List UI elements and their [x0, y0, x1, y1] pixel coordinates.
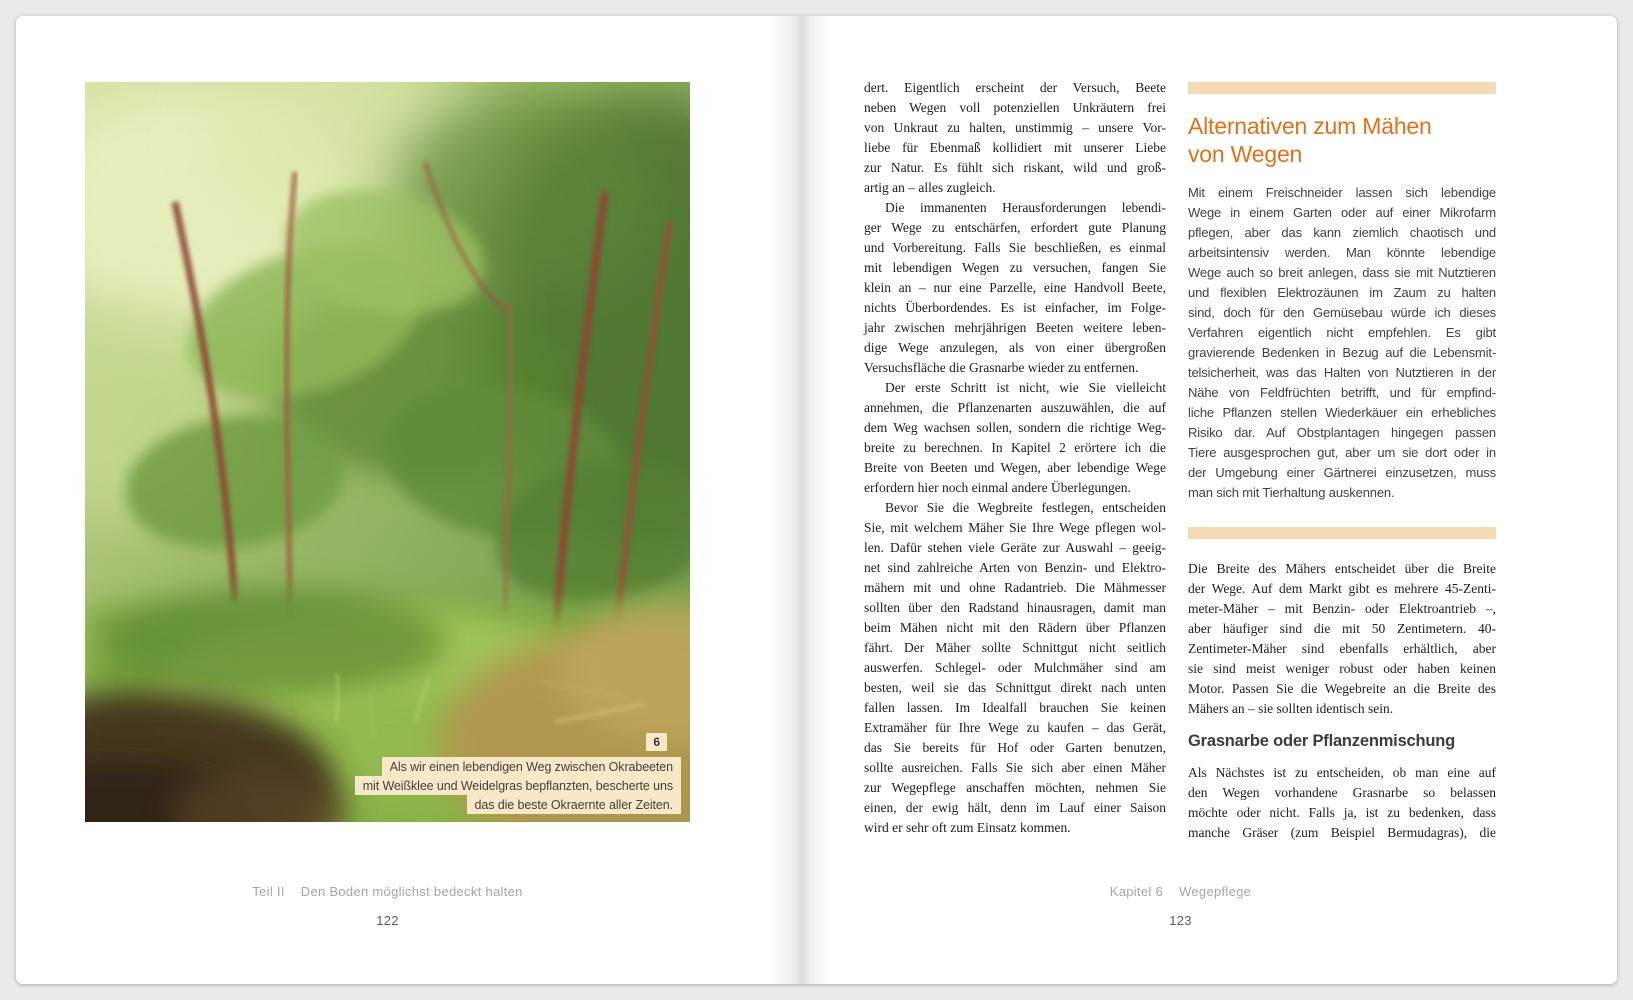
paragraph [1188, 559, 1496, 719]
text-line: sind, doch für den Gemüsebau würde ich dieses [1188, 305, 1496, 320]
text-line: dert. Eigentlich erscheint der Versuch, Beete [864, 80, 1166, 95]
text-line: zur Natur. Es fühlt sich riskant, wild und groß- [864, 160, 1166, 175]
text-line: nichts Überbordendes. Es ist einfacher, im Folge- [864, 300, 1166, 315]
part-label: Teil II [252, 884, 285, 899]
text-line: breite zu berechnen. In Kapitel 2 erörtere ich die [864, 440, 1166, 455]
paragraph [864, 498, 1166, 838]
text-line: Nähe von Feldfrüchten betrifft, und für empfind- [1188, 385, 1496, 400]
book-spread [16, 16, 1617, 984]
text-line: Wege auch so breit anlegen, dass sie mit Nutztieren [1188, 265, 1496, 280]
text-line: sie sind meist weniger robust oder haben keinen [1188, 661, 1496, 676]
closing-paragraph [1188, 763, 1496, 843]
left-page-footer [85, 884, 690, 899]
okra-path-photo [85, 82, 690, 822]
text-line: neben Wegen voll potenziellen Unkräutern frei [864, 100, 1166, 115]
text-line: beim Mähen nicht mit den Rädern über Pflanzen [864, 620, 1166, 635]
text-line: Motor. Passen Sie die Wegebreite an die Breite des [1188, 681, 1496, 696]
caption-line-3: das die beste Okraernte aller Zeiten. [467, 795, 682, 814]
mower-width-paragraph [1188, 559, 1496, 719]
text-line: besten, weil sie das Schnittgut direkt nach unten [864, 680, 1166, 695]
text-line: sollte ausreichen. Falls Sie sich aber einen Mäher [864, 760, 1166, 775]
text-line: ger Wege zu entschärfen, erfordert gute Planung [864, 220, 1166, 235]
text-line: Risiko dar. Auf Obstplantagen hingegen passen [1188, 425, 1496, 440]
text-line: Versuchsfläche die Grasnarbe wieder zu entfernen. [864, 360, 1139, 375]
chapter-title: Wegepflege [1179, 884, 1252, 899]
text-line: einen, der ewig hält, denn im Lauf einer Saison [864, 800, 1166, 815]
text-line: Zentimeter-Mäher sind ebenfalls erhältlich, aber [1188, 641, 1496, 656]
subsection-heading: Grasnarbe oder Pflanzenmischung [1188, 732, 1456, 750]
text-line: artig an – alles zugleich. [864, 180, 996, 195]
text-line: len. Dafür stehen viele Geräte zur Auswahl – geeig- [864, 540, 1166, 555]
text-line: Breite von Beeten und Wegen, aber lebendige Wege [864, 460, 1166, 475]
left-page-number: 122 [376, 913, 399, 928]
text-column-left [864, 78, 1166, 838]
text-line: mit lebendigen Wegen zu versuchen, fangen Sie [864, 260, 1166, 275]
text-line: der Wege. Auf dem Markt gibt es mehrere 45-Zenti- [1188, 581, 1496, 596]
right-page-footer [864, 884, 1497, 899]
intro-paragraph [1188, 183, 1496, 503]
section-heading-line-1: Alternativen zum Mähen [1188, 113, 1432, 139]
figure-number-badge: 6 [646, 733, 667, 751]
text-line: Bevor Sie die Wegbreite festlegen, entscheiden [885, 500, 1166, 515]
section-heading [1188, 112, 1496, 168]
paragraph [1188, 183, 1496, 503]
text-line: jahr zwischen mehrjährigen Beeten weitere leben- [864, 320, 1166, 335]
text-line: arbeitsintensiv werden. Man könnte lebendige [1188, 245, 1496, 260]
paragraph [864, 378, 1166, 498]
page-gutter-shadow [770, 16, 832, 984]
text-line: Sie, mit welchem Mäher Sie Ihre Wege pflegen wol- [864, 520, 1166, 535]
paragraph [1188, 763, 1496, 843]
text-line: der Umgebung einer Gärtnerei einzusetzen, muss [1188, 465, 1496, 480]
text-line: Die immanenten Herausforderungen lebendi- [885, 200, 1166, 215]
section-divider-bar-bottom [1188, 527, 1496, 539]
text-line: Die Breite des Mähers entscheidet über die Breite [1188, 561, 1496, 576]
paragraph [864, 198, 1166, 378]
caption-line-1: Als wir einen lebendigen Weg zwischen Okrabeeten [382, 757, 681, 776]
text-line: wird er sehr oft zum Einsatz kommen. [864, 820, 1071, 835]
text-line: und flexiblen Elektrozäunen im Zaum zu halten [1188, 285, 1496, 300]
text-line: manche Gräser (zum Beispiel Bermudagras), die [1188, 825, 1496, 840]
text-line: das Sie bereits für Hof oder Garten benutzen, [864, 740, 1166, 755]
text-line: liebe für Ebenmaß kollidiert mit unserer Liebe [864, 140, 1166, 155]
text-line: und Vorbereitung. Falls Sie beschließen, es einmal [864, 240, 1166, 255]
right-page-number: 123 [1169, 913, 1192, 928]
text-line: liche Pflanzen stellen Wiederkäuer ein erhebliches [1188, 405, 1496, 420]
text-line: klein an – nur eine Parzelle, eine Handvoll Beete, [864, 280, 1166, 295]
text-column-right [1188, 16, 1496, 984]
caption-line-2: mit Weißklee und Weidelgras bepflanzten, bescherte uns [355, 776, 681, 795]
text-line: Wege in einem Garten oder auf einer Mikrofarm [1188, 205, 1496, 220]
part-title: Den Boden möglichst bedeckt halten [300, 884, 523, 899]
text-line: Mit einem Freischneider lassen sich lebendige [1188, 185, 1496, 200]
photo-caption [355, 733, 681, 814]
text-line: sollten über den Radstand hinausragen, damit man [864, 600, 1166, 615]
text-line: Extramäher für Ihre Wege zu kaufen – das Gerät, [864, 720, 1166, 735]
text-line: Mähers an – sie sollten identisch sein. [1188, 701, 1394, 716]
text-line: von Unkraut zu halten, unstimmig – unsere Vor- [864, 120, 1166, 135]
text-line: net sind zahlreiche Arten von Benzin- und Elektro- [864, 560, 1166, 575]
text-line: möchte oder nicht. Falls ja, ist zu bedenken, dass [1188, 805, 1496, 820]
text-line: mähern mit und ohne Radantrieb. Die Mähmesser [864, 580, 1166, 595]
text-line: gravierende Bedenken in Bezug auf die Lebensmit- [1188, 345, 1496, 360]
paragraph [864, 78, 1166, 198]
text-line: zur Wegepflege anschaffen möchten, nehmen Sie [864, 780, 1166, 795]
text-line: fährt. Der Mäher sollte Schnittgut nicht seitlich [864, 640, 1166, 655]
text-line: den Wegen vorhandene Grasnarbe so belassen [1188, 785, 1496, 800]
text-line: Tiere ausgesprochen gut, aber um sie dort oder in [1188, 445, 1496, 460]
photo-illustration [85, 82, 690, 822]
text-line: meter-Mäher – mit Benzin- oder Elektroantrieb –, [1188, 601, 1496, 616]
text-line: pflegen, aber das kann ziemlich chaotisch und [1188, 225, 1496, 240]
section-divider-bar-top [1188, 82, 1496, 94]
text-line: aber häufiger sind die mit 50 Zentimetern. 40- [1188, 621, 1496, 636]
text-line: dige Wege anzulegen, als von einer übergroßen [864, 340, 1166, 355]
chapter-label: Kapitel 6 [1109, 884, 1164, 899]
text-line: telsicherheit, was das Halten von Nutztieren in der [1188, 365, 1496, 380]
text-line: Verfahren eigentlich nicht empfehlen. Es gibt [1188, 325, 1496, 340]
text-line: Der erste Schritt ist nicht, wie Sie vielleicht [885, 380, 1166, 395]
text-line: erfordern hier noch einmal andere Überlegungen. [864, 480, 1131, 495]
section-heading-line-2: von Wegen [1188, 141, 1303, 167]
text-line: man sich mit Tierhaltung auskennen. [1188, 485, 1395, 500]
text-line: Als Nächstes ist zu entscheiden, ob man eine auf [1188, 765, 1496, 780]
text-line: dem Weg wachsen sollen, sondern die richtige Weg- [864, 420, 1166, 435]
text-line: auswerfen. Schlegel- oder Mulchmäher sind am [864, 660, 1166, 675]
text-line: fallen lassen. Im Idealfall brauchen Sie keinen [864, 700, 1166, 715]
text-line: annehmen, die Pflanzenarten auszuwählen, die auf [864, 400, 1166, 415]
